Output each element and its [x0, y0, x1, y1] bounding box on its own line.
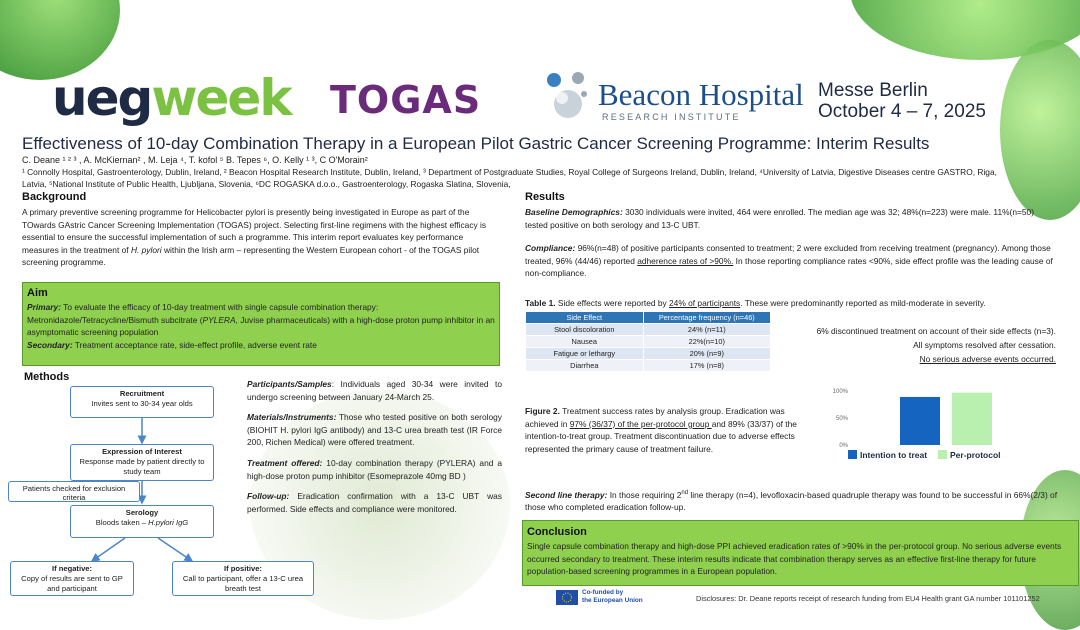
table-cell: Fatigue or lethargy — [526, 348, 644, 360]
table-cell: Diarrhea — [526, 360, 644, 372]
flow-serology-text-a: Bloods taken – — [95, 518, 149, 527]
conclusion-text: Single capsule combination therapy and high-dose PPI achieved eradication rates of >90% in the per-protocol group. No serious adverse events occurred secondary to treatment. These interim results indicate that combination therapy serves as an effective first-line therapy for future population-based screening programmes in a European population. — [527, 541, 1062, 577]
eu-cofunded-badge — [556, 589, 690, 606]
flow-if-positive — [172, 561, 314, 596]
aim-primary-a: To evaluate the efficacy of 10-day treatment with single capsule combination therapy: Metronidazole/Tetracycline/Bismuth subcitrate ( — [27, 302, 379, 325]
second-line-a: In those requiring 2 — [607, 489, 682, 500]
participants-label: Participants/Samples — [247, 379, 332, 389]
eu-flag-icon — [556, 590, 578, 605]
side-effect-notes — [770, 324, 1056, 366]
table-header-row — [526, 312, 771, 324]
compliance-text-a: 96%(n=48) of positive participants consented to treatment; 2 were excluded from receiving treatment (pregnancy). Among those treated, 96% (44/46) reported — [525, 243, 1051, 266]
background-text-b: within the Irish arm – representing the Western European cohort - of the TOGAS pilot screening programme. — [22, 244, 480, 268]
table1-caption-a: Side effects were reported by — [555, 298, 670, 308]
table-cell: Nausea — [526, 336, 644, 348]
flow-recruitment-text: Invites sent to 30-34 year olds — [91, 399, 193, 408]
flow-serology-text — [74, 518, 210, 528]
results-baseline — [525, 206, 1055, 231]
legend-label: Per-protocol — [950, 450, 1001, 460]
aim-secondary-text: Treatment acceptance rate, side-effect profile, adverse event rate — [72, 339, 317, 350]
side-note-no-serious-ae: No serious adverse events occurred. — [919, 354, 1056, 364]
author-list: C. Deane ¹ ² ³ , A. McKiernan² , M. Leja ⁴, T. kofol ⁵ B. Tepes ⁶, O. Kelly ¹ ³, C O'Morain² — [22, 155, 368, 165]
methods-followup — [247, 490, 502, 515]
table1-caption — [525, 297, 1065, 310]
flow-eoi-text: Response made by patient directly to study team — [79, 457, 205, 476]
side-note-discontinued: 6% discontinued treatment on account of their side effects (n=3). — [816, 326, 1056, 336]
beacon-globe-icon — [540, 64, 596, 124]
table-row — [526, 336, 771, 348]
compliance-text-underline: adherence rates of >90%. — [637, 255, 734, 266]
background-text-a: A primary preventive screening programme for Helicobacter pylori is presently being investigated in Europe as part of the TOwards GAstric Cancer Screening Implementation (TOGAS) project. Selecting first-line regimens with the highest efficacy is essential to ensure the successful implementation of such a programme. This interim report evaluates key performance measures in the treatment of — [22, 207, 487, 255]
decor-blob-right — [1000, 40, 1080, 220]
table1-caption-underline: 24% of participants — [669, 298, 741, 308]
figure2-caption-underline: 97% (36/37) of the per-protocol group — [569, 418, 712, 429]
flow-exclusion-criteria — [8, 481, 140, 502]
eu-line2: the European Union — [582, 597, 643, 604]
table1-caption-label: Table 1. — [525, 298, 556, 308]
flow-serology-text-italic: H.pylori IgG — [148, 518, 189, 527]
y-tick-label: 0% — [839, 443, 848, 449]
table-cell: 17% (n=8) — [643, 360, 770, 372]
legend-swatch — [848, 450, 857, 459]
figure2-caption-b: and 89% (33/37) of the intention-to-treat group. Treatment discontinuation due to adverse effects represented the primary cause of treatment failure. — [525, 418, 797, 454]
table-cell: 24% (n=11) — [643, 324, 770, 336]
baseline-label: Baseline Demographics: — [525, 207, 623, 217]
aim-secondary-label: Secondary: — [27, 339, 73, 350]
treatment-label: Treatment offered: — [247, 457, 323, 468]
materials-label: Materials/Instruments: — [247, 412, 337, 423]
flow-positive-text: Call to participant, offer a 13-C urea breath test — [182, 574, 304, 593]
flow-serology-title: Serology — [125, 508, 159, 517]
affiliations: ¹ Connolly Hospital, Gastroenterology, Dublin, Ireland, ² Beacon Hospital Research Institute, Dublin, Ireland, ³ Department of Postgraduate Studies, Royal College of Surgeons Ireland, Dublin, Ireland, ⁴University of Latvia, Digestive Diseases centre GASTRO, Riga, Latvia, ⁵National Institute of Public Health, Ljubljana, Slovenia, ⁶DC ROGASKA d.o.o., Gastroenterology, Rogaska Slatina, Slovenia, — [22, 167, 997, 189]
table-row — [526, 360, 771, 372]
followup-label: Follow-up: — [247, 491, 290, 502]
results-heading: Results — [525, 191, 565, 203]
y-tick-label: 100% — [832, 389, 848, 395]
treatment-text: 10-day combination therapy (PYLERA) and a high-dose proton pump inhibitor (Esomeprazole 40mg BD ) — [247, 457, 503, 481]
second-line-sup: nd — [681, 490, 689, 496]
table1-caption-b: . These were predominantly reported as mild-moderate in severity. — [740, 298, 986, 308]
y-tick-label: 50% — [835, 416, 848, 422]
bar-intention-to-treat — [900, 397, 940, 445]
methods-materials — [247, 411, 502, 449]
materials-text: Those who tested positive on both serology (BIOHIT H. pylori IgG antibody) and 13-C urea breath test (IR Force 200, Richen Medical) were offered treatment. — [247, 412, 502, 448]
disclosure: Disclosures: Dr. Deane reports receipt of research funding from EU4 Health grant GA number 101101252 — [696, 594, 1040, 603]
flow-if-negative — [10, 561, 134, 596]
aim-primary-b: , Juvise pharmaceuticals) with a high-dose proton pump inhibitor in an asymptomatic screening population — [27, 314, 495, 338]
conference-venue — [818, 80, 986, 122]
flow-exclusion-text: Patients checked for exclusion criteria — [22, 484, 126, 502]
compliance-label: Compliance: — [525, 243, 576, 253]
flow-recruitment-title: Recruitment — [119, 389, 165, 398]
second-line-therapy — [525, 487, 1060, 514]
side-note-resolved: All symptoms resolved after cessation. — [913, 340, 1056, 350]
ueg-logo-part2: week — [151, 69, 291, 127]
methods-participants — [247, 378, 502, 403]
baseline-text: 3030 individuals were invited, 464 were enrolled. The median age was 32; 48%(n=223) were male. 11%(n=50) tested positive on both serology and 13-C UBT. — [525, 207, 1034, 230]
flow-expression-of-interest — [70, 444, 214, 481]
followup-text: Eradication confirmation with a 13-C UBT was performed. Side effects and compliance were monitored. — [247, 491, 502, 514]
results-compliance — [525, 242, 1055, 280]
venue-line: Messe Berlin — [818, 80, 928, 101]
methods-treatment — [247, 457, 502, 482]
second-line-label: Second line therapy: — [525, 489, 608, 500]
legend-swatch — [938, 450, 947, 459]
table-cell: Stool discoloration — [526, 324, 644, 336]
table-cell: 20% (n=9) — [643, 348, 770, 360]
flow-negative-text: Copy of results are sent to GP and participant — [21, 574, 123, 593]
flow-serology — [70, 505, 214, 538]
aim-primary-italic: PYLERA — [202, 314, 236, 325]
flow-negative-title: If negative: — [51, 564, 93, 573]
aim-primary-label: Primary: — [27, 302, 61, 312]
figure2-caption-label: Figure 2. — [525, 406, 560, 416]
flow-positive-title: If positive: — [224, 564, 262, 573]
conclusion-heading: Conclusion — [527, 526, 587, 538]
ueg-logo-part1: ueg — [52, 69, 152, 127]
figure2-caption — [525, 405, 817, 455]
methods-heading: Methods — [24, 371, 70, 383]
compliance-text-b: In those reporting compliance rates <90%, side effect profile was the leading cause of non-compliance. — [525, 255, 1053, 279]
second-line-b: line therapy (n=4), levofloxacin-based quadruple therapy was found to be successful in 66%(2/3) of those who completed eradication follow-up. — [525, 489, 1058, 513]
table-header-side-effect: Side Effect — [526, 312, 644, 324]
table-row — [526, 324, 771, 336]
table-cell: 22%(n=10) — [643, 336, 770, 348]
poster-title: Effectiveness of 10-day Combination Therapy in a European Pilot Gastric Cancer Screening Programme: Interim Results — [22, 134, 930, 153]
table-row — [526, 348, 771, 360]
beacon-hospital-subtitle: RESEARCH INSTITUTE — [602, 112, 741, 122]
aim-heading: Aim — [27, 287, 48, 299]
flow-recruitment — [70, 386, 214, 418]
figure2-caption-a: Treatment success rates by analysis group. Eradication was achieved in — [525, 406, 785, 429]
side-effects-table — [525, 311, 771, 372]
participants-text: : Individuals aged 30-34 were invited to undergo screening between January 24-March 25. — [247, 379, 502, 402]
background-heading: Background — [22, 191, 87, 203]
treatment-success-chart — [822, 383, 1022, 463]
togas-logo: TOGAS — [330, 78, 482, 122]
methods-text-column — [247, 378, 502, 515]
background-text-italic: H. pylori — [130, 244, 162, 255]
beacon-hospital-name: Beacon Hospital — [598, 77, 804, 112]
eu-line1: Co-funded by — [582, 589, 624, 596]
conclusion-box — [522, 520, 1079, 586]
legend-label: Intention to treat — [860, 450, 928, 460]
date-line: October 4 – 7, 2025 — [818, 101, 986, 122]
bar-per-protocol — [952, 393, 992, 445]
table-header-frequency: Percentage frequency (n=46) — [643, 312, 770, 324]
flow-eoi-title: Expression of Interest — [102, 447, 182, 456]
